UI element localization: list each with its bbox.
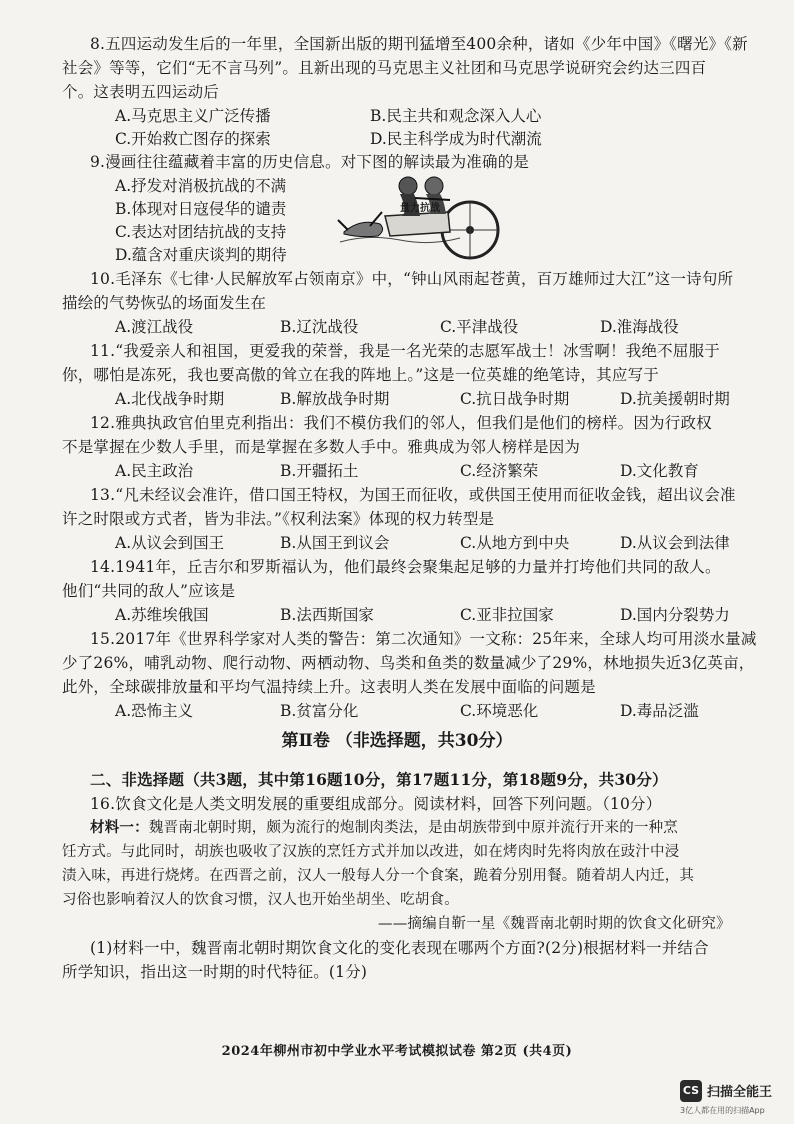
q14-stem-line-2: 他们“共同的敌人”应该是 — [62, 582, 236, 600]
q16-material-line-1 — [90, 816, 678, 840]
q13-option-d: D.从议会到法律 — [620, 534, 730, 552]
q14-option-b: B.法西斯国家 — [280, 606, 374, 624]
q13-option-a: A.从议会到国王 — [115, 534, 225, 552]
q11-option-a: A.北伐战争时期 — [115, 390, 225, 408]
q10-stem-line-2: 描绘的气势恢弘的场面发生在 — [62, 294, 267, 312]
q8-stem-line-1: 8.五四运动发生后的一年里，全国新出版的期刊猛增至400余种，诸如《少年中国》《曙光》《新 — [90, 35, 748, 53]
brand-name: 扫描全能王 — [707, 1085, 773, 1100]
q15-stem-line-3: 此外，全球碳排放量和平均气温持续上升。这表明人类在发展中面临的问题是 — [62, 678, 596, 696]
q16-sub1-line-2: 所学知识，指出这一时期的时代特征。(1分) — [62, 963, 368, 981]
q10-option-a: A.渡江战役 — [115, 318, 194, 336]
q9-stem: 9.漫画往往蕴藏着丰富的历史信息。对下图的解读最为准确的是 — [90, 153, 530, 171]
q8-option-d: D.民主科学成为时代潮流 — [370, 130, 542, 148]
q13-option-c: C.从地方到中央 — [460, 534, 570, 552]
q15-option-d: D.毒品泛滥 — [620, 702, 699, 720]
q11-stem-line-1: 11.“我爱亲人和祖国，更爱我的荣誉，我是一名光荣的志愿军战士！冰雪啊！我绝不屈服于 — [90, 342, 720, 360]
q16-material-label: 材料一： — [90, 819, 149, 836]
q16-material-line-2: 饪方式。与此同时，胡族也吸收了汉族的烹饪方式并加以改进，如在烤肉时先将肉放在豉汁中浸 — [62, 844, 680, 860]
q14-option-a: A.苏维埃俄国 — [115, 606, 209, 624]
q11-option-d: D.抗美援朝时期 — [620, 390, 730, 408]
q10-option-c: C.平津战役 — [440, 318, 519, 336]
q8-stem-line-2: 社会》等等，它们“无不言马列”。且新出现的马克思主义社团和马克思学说研究会约达三四百 — [62, 59, 707, 77]
q12-stem-line-1: 12.雅典执政官伯里克利指出：我们不模仿我们的邻人，但我们是他们的榜样。因为行政权 — [90, 414, 712, 432]
q14-stem-line-1: 14.1941年，丘吉尔和罗斯福认为，他们最终会聚集起足够的力量并打垮他们共同的敌人。 — [90, 558, 721, 576]
camscanner-logo-icon: CS — [680, 1080, 702, 1102]
q14-option-d: D.国内分裂势力 — [620, 606, 730, 624]
q15-option-c: C.环境恶化 — [460, 702, 539, 720]
q12-option-b: B.开疆拓土 — [280, 462, 359, 480]
q9-option-d: D.蕴含对重庆谈判的期待 — [115, 246, 287, 264]
q12-option-a: A.民主政治 — [115, 462, 194, 480]
q9-cartoon-illustration — [330, 172, 500, 262]
q9-option-c: C.表达对团结抗战的支持 — [115, 223, 287, 241]
q8-option-c: C.开始救亡图存的探索 — [115, 130, 271, 148]
q9-cartoon-label: 量力抗战 — [400, 203, 440, 214]
brand-slogan: 3亿人都在用的扫描App — [680, 1106, 765, 1115]
q16-material-line-4: 习俗也影响着汉人的饮食习惯，汉人也开始坐胡坐、吃胡食。 — [62, 892, 459, 908]
page-footer: 2024年柳州市初中学业水平考试模拟试卷 第2页 (共4页) — [221, 1044, 573, 1059]
q8-option-b: B.民主共和观念深入人心 — [370, 107, 542, 125]
q16-material-line-3: 渍入味，再进行烧烤。在西晋之前，汉人一般每人分一个食案，跪着分别用餐。随着胡人内迁，其 — [62, 868, 695, 884]
q15-stem-line-1: 15.2017年《世界科学家对人类的警告：第二次通知》一文称：25年来，全球人均可用淡水量减 — [90, 630, 757, 648]
q16-material-text-1: 魏晋南北朝时期，颇为流行的炮制肉类法，是由胡族带到中原并流行开来的一种烹 — [148, 820, 679, 836]
q16-stem: 16.饮食文化是人类文明发展的重要组成部分。阅读材料，回答下列问题。（10分） — [90, 795, 662, 813]
q16-sub1-line-1: (1)材料一中，魏晋南北朝时期饮食文化的变化表现在哪两个方面?(2分)根据材料一并结合 — [90, 939, 709, 957]
q9-option-a: A.抒发对消极抗战的不满 — [115, 177, 287, 195]
q14-option-c: C.亚非拉国家 — [460, 606, 554, 624]
q10-stem-line-1: 10.毛泽东《七律·人民解放军占领南京》中，“钟山风雨起苍黄，百万雄师过大江”这一诗句所 — [90, 270, 734, 288]
q9-option-b: B.体现对日寇侵华的谴责 — [115, 200, 287, 218]
q11-stem-line-2: 你，哪怕是冻死，我也要高傲的耸立在我的阵地上。”这是一位英雄的绝笔诗，其应写于 — [62, 366, 659, 384]
q15-option-b: B.贫富分化 — [280, 702, 359, 720]
q12-option-c: C.经济繁荣 — [460, 462, 539, 480]
q8-stem-line-3: 个。这表明五四运动后 — [62, 83, 220, 101]
q13-stem-line-2: 许之时限或方式者，皆为非法。”《权利法案》体现的权力转型是 — [62, 510, 495, 528]
section-2-title: 第Ⅱ卷 （非选择题，共30分） — [281, 731, 513, 751]
q15-stem-line-2: 少了26%，哺乳动物、爬行动物、两栖动物、鸟类和鱼类的数量减少了29%，林地损失近3亿英亩， — [62, 654, 755, 672]
q12-stem-line-2: 不是掌握在少数人手里，而是掌握在多数人手中。雅典成为邻人榜样是因为 — [62, 438, 581, 456]
q12-option-d: D.文化教育 — [620, 462, 699, 480]
scanner-watermark — [680, 1080, 790, 1118]
q10-option-b: B.辽沈战役 — [280, 318, 359, 336]
part-2-header: 二、非选择题（共3题，其中第16题10分，第17题11分，第18题9分，共30分） — [90, 770, 668, 789]
q13-option-b: B.从国王到议会 — [280, 534, 390, 552]
q11-option-b: B.解放战争时期 — [280, 390, 390, 408]
q15-option-a: A.恐怖主义 — [115, 702, 194, 720]
q10-option-d: D.淮海战役 — [600, 318, 679, 336]
q13-stem-line-1: 13.“凡未经议会准许，借口国王特权，为国王而征收，或供国王使用而征收金钱，超出议会准 — [90, 486, 736, 504]
q16-material-source: ——摘编自靳一星《魏晋南北朝时期的饮食文化研究》 — [378, 916, 731, 932]
q8-option-a: A.马克思主义广泛传播 — [115, 107, 271, 125]
q11-option-c: C.抗日战争时期 — [460, 390, 570, 408]
